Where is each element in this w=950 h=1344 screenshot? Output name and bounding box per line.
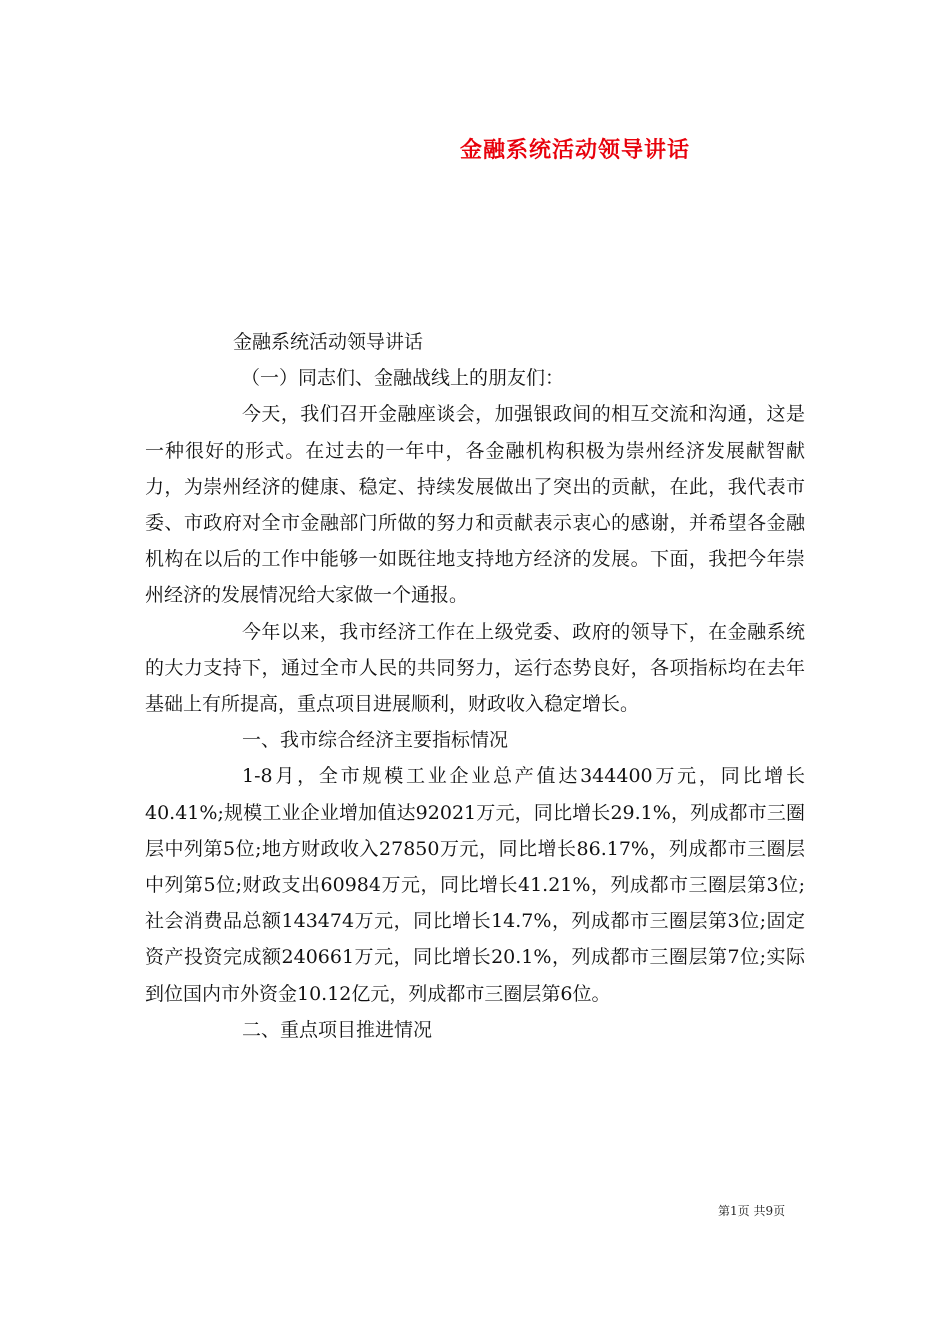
document-title: 金融系统活动领导讲话 xyxy=(459,137,690,163)
paragraph-overview: 今年以来，我市经济工作在上级党委、政府的领导下，在金融系统的大力支持下，通过全市人民的共同努力，运行态势良好，各项指标均在去年基础上有所提高，重点项目进展顺利，财政收入稳定增长。 xyxy=(145,620,805,716)
page-number: 第1页 共9页 xyxy=(718,1204,786,1218)
document-body xyxy=(145,324,805,1048)
section-heading-projects: 二、重点项目推进情况 xyxy=(242,1018,433,1041)
paragraph-indicators: 1-8月，全市规模工业企业总产值达344400万元，同比增长40.41%;规模工业企业增加值达92021万元，同比增长29.1%，列成都市三圈层中列第5位;地方财政收入27850万元，同比增长86.17%，列成都市三圈层中列第5位;财政支出60984万元，同比增长41.21%，列成都市三圈层第3位;社会消费品总额143474万元，同比增长14.7%，列成都市三圈层第3位;固定资产投资完成额240661万元，同比增长20.1%，列成都市三圈层第7位;实际到位国内市外资金10.12亿元，列成都市三圈层第6位。 xyxy=(145,765,805,1005)
salutation: （一）同志们、金融战线上的朋友们： xyxy=(241,367,565,390)
paragraph-intro: 今天，我们召开金融座谈会，加强银政间的相互交流和沟通，这是一种很好的形式。在过去的一年中，各金融机构积极为崇州经济发展献智献力，为崇州经济的健康、稳定、持续发展做出了突出的贡献，在此，我代表市委、市政府对全市金融部门所做的努力和贡献表示衷心的感谢，并希望各金融机构在以后的工作中能够一如既往地支持地方经济的发展。下面，我把今年崇州经济的发展情况给大家做一个通报。 xyxy=(145,403,805,607)
subtitle: 金融系统活动领导讲话 xyxy=(233,331,424,353)
section-heading-indicators: 一、我市综合经济主要指标情况 xyxy=(242,729,509,752)
